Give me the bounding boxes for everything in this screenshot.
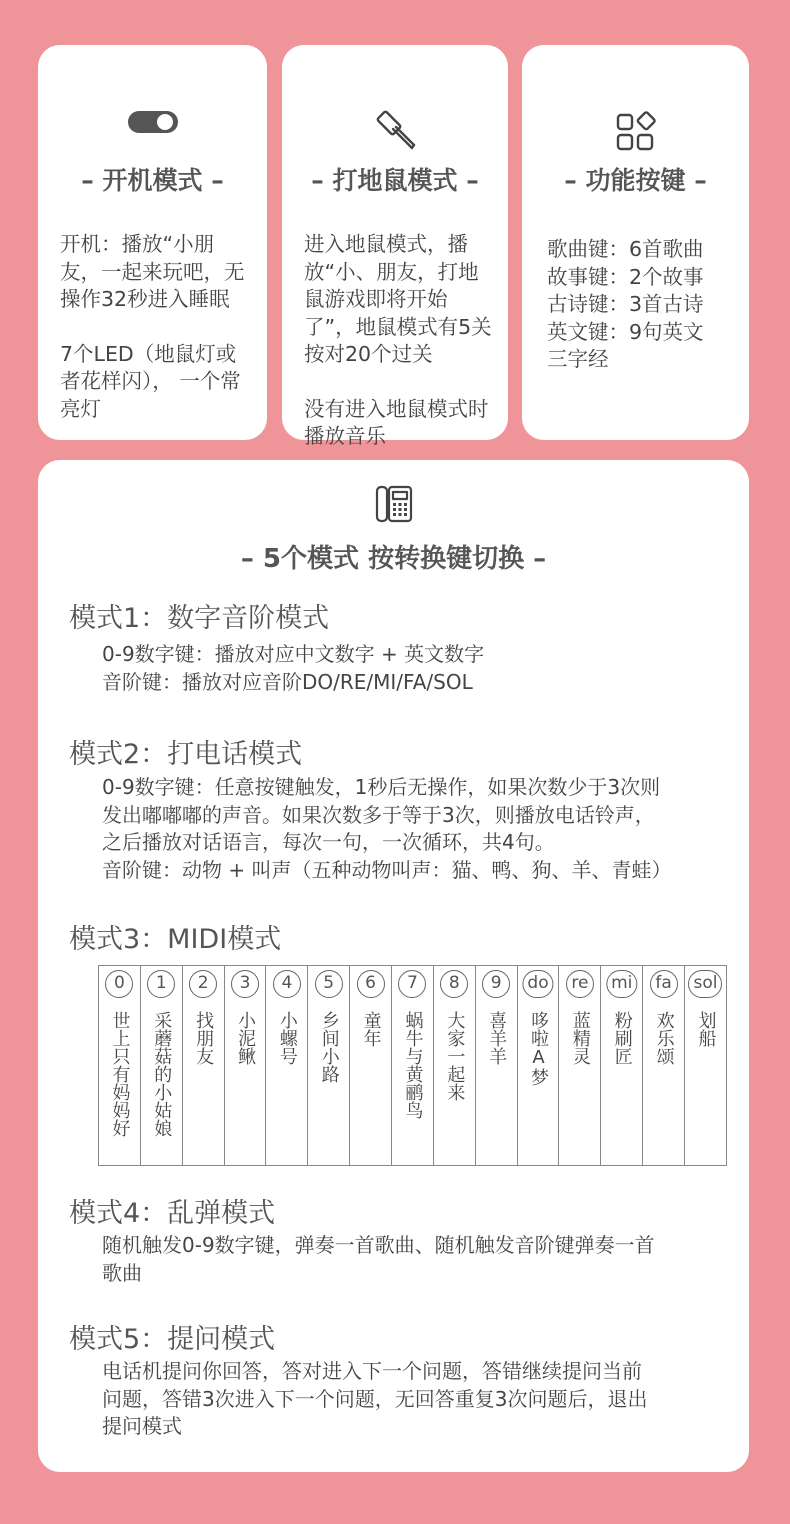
song-column <box>476 966 518 1165</box>
key-badge: 1 <box>147 970 175 998</box>
mode5-heading: 模式5：提问模式 <box>69 1324 276 1355</box>
song-column <box>350 966 392 1165</box>
song-column <box>601 966 643 1165</box>
mode-line: 音阶键：动物 + 叫声（五种动物叫声：猫、鸭、狗、羊、青蛙） <box>102 857 672 882</box>
song-column <box>266 966 308 1165</box>
song-name: 粉刷匠 <box>611 1011 633 1065</box>
key-badge: 8 <box>440 970 468 998</box>
key-badge: 3 <box>231 970 259 998</box>
card-paragraph: 没有进入地鼠模式时播放音乐 <box>304 396 489 448</box>
song-name: 找朋友 <box>193 1011 215 1065</box>
mode-line: 电话机提问你回答，答对进入下一个问题，答错继续提问当前 <box>102 1359 642 1383</box>
card-body <box>547 236 735 374</box>
song-name: 乡间小路 <box>318 1011 340 1083</box>
card-body <box>304 231 494 451</box>
power-on-mode-card <box>38 45 267 440</box>
song-name: 哆啦A梦 <box>528 1011 550 1086</box>
card-paragraph: 开机：播放“小朋友，一起来玩吧，无操作32秒进入睡眠 <box>60 232 245 311</box>
key-badge: 7 <box>398 970 426 998</box>
song-column <box>141 966 183 1165</box>
modes-title: – 5个模式 按转换键切换 – <box>240 544 547 574</box>
key-badge: mi <box>606 970 637 998</box>
key-badge: do <box>522 970 553 998</box>
mode-line: 发出嘟嘟嘟的声音。如果次数多于等于3次，则播放电话铃声， <box>102 802 655 827</box>
song-column <box>225 966 267 1165</box>
key-badge: fa <box>650 970 678 998</box>
mode1-heading: 模式1：数字音阶模式 <box>69 603 330 634</box>
phone-icon <box>375 485 413 527</box>
key-line: 英文键：9句英文 <box>547 319 704 344</box>
function-keys-card <box>522 45 749 440</box>
card-title: – 功能按键 – <box>564 166 707 195</box>
midi-song-table <box>98 965 727 1166</box>
key-badge: 0 <box>105 970 133 998</box>
mode4-body <box>102 1232 731 1287</box>
whack-a-mole-mode-card <box>282 45 508 448</box>
song-column <box>518 966 560 1165</box>
key-badge: sol <box>688 970 722 998</box>
song-name: 世上只有妈妈好 <box>109 1011 131 1137</box>
song-name: 蓝精灵 <box>569 1011 591 1065</box>
song-name: 小螺号 <box>276 1011 298 1065</box>
toggle-switch-icon <box>127 109 179 139</box>
function-grid-icon <box>615 111 657 157</box>
mode-line: 问题，答错3次进入下一个问题，无回答重复3次问题后，退出 <box>102 1386 648 1411</box>
song-name: 蜗牛与黄鹂鸟 <box>402 1011 424 1119</box>
mode-line: 之后播放对话语言，每次一句，一次循环，共4句。 <box>102 830 555 854</box>
key-badge: 4 <box>273 970 301 998</box>
key-badge: 9 <box>482 970 510 998</box>
card-title: – 开机模式 – <box>81 166 224 195</box>
key-badge: 6 <box>357 970 385 998</box>
card-paragraph: 进入地鼠模式，播放“小、朋友，打地鼠游戏即将开始了”，地鼠模式有5关按对20个过关 <box>304 232 492 366</box>
hammer-icon <box>372 107 418 157</box>
mode1-body <box>102 641 731 696</box>
song-column <box>183 966 225 1165</box>
key-badge: 5 <box>315 970 343 998</box>
song-column <box>308 966 350 1165</box>
mode-line: 提问模式 <box>102 1414 182 1438</box>
key-badge: 2 <box>189 970 217 998</box>
mode-line: 0-9数字键：任意按键触发，1秒后无操作，如果次数少于3次则 <box>102 775 661 799</box>
song-name: 划船 <box>695 1011 717 1047</box>
mode5-body <box>102 1358 731 1441</box>
mode-line: 音阶键：播放对应音阶DO/RE/MI/FA/SOL <box>102 669 473 694</box>
key-line: 故事键：2个故事 <box>547 264 704 289</box>
modes-card <box>38 460 749 1472</box>
song-column <box>434 966 476 1165</box>
song-column <box>685 966 726 1165</box>
song-name: 大家一起来 <box>444 1011 466 1101</box>
key-line: 三字经 <box>547 347 609 371</box>
mode3-heading: 模式3：MIDI模式 <box>69 924 282 955</box>
card-body <box>60 231 253 423</box>
song-column <box>559 966 601 1165</box>
mode-line: 随机触发0-9数字键，弹奏一首歌曲、随机触发音阶键弹奏一首 <box>102 1233 655 1257</box>
key-line: 歌曲键：6首歌曲 <box>547 237 704 261</box>
song-name: 小泥鳅 <box>235 1011 257 1065</box>
song-column <box>643 966 685 1165</box>
key-badge: re <box>566 970 594 998</box>
mode2-heading: 模式2：打电话模式 <box>69 739 303 770</box>
mode-line: 歌曲 <box>102 1260 142 1285</box>
mode2-body <box>102 774 731 884</box>
card-paragraph: 7个LED（地鼠灯或者花样闪）， 一个常亮灯 <box>60 341 241 421</box>
song-name: 喜羊羊 <box>486 1011 508 1065</box>
mode4-heading: 模式4：乱弹模式 <box>69 1198 276 1229</box>
song-name: 欢乐颂 <box>653 1011 675 1065</box>
card-title: – 打地鼠模式 – <box>311 166 479 195</box>
song-name: 童年 <box>360 1011 382 1047</box>
mode-line: 0-9数字键：播放对应中文数字 + 英文数字 <box>102 642 485 666</box>
song-name: 采蘑菇的小姑娘 <box>151 1011 173 1137</box>
key-line: 古诗键：3首古诗 <box>547 292 704 316</box>
song-column <box>99 966 141 1165</box>
song-column <box>392 966 434 1165</box>
